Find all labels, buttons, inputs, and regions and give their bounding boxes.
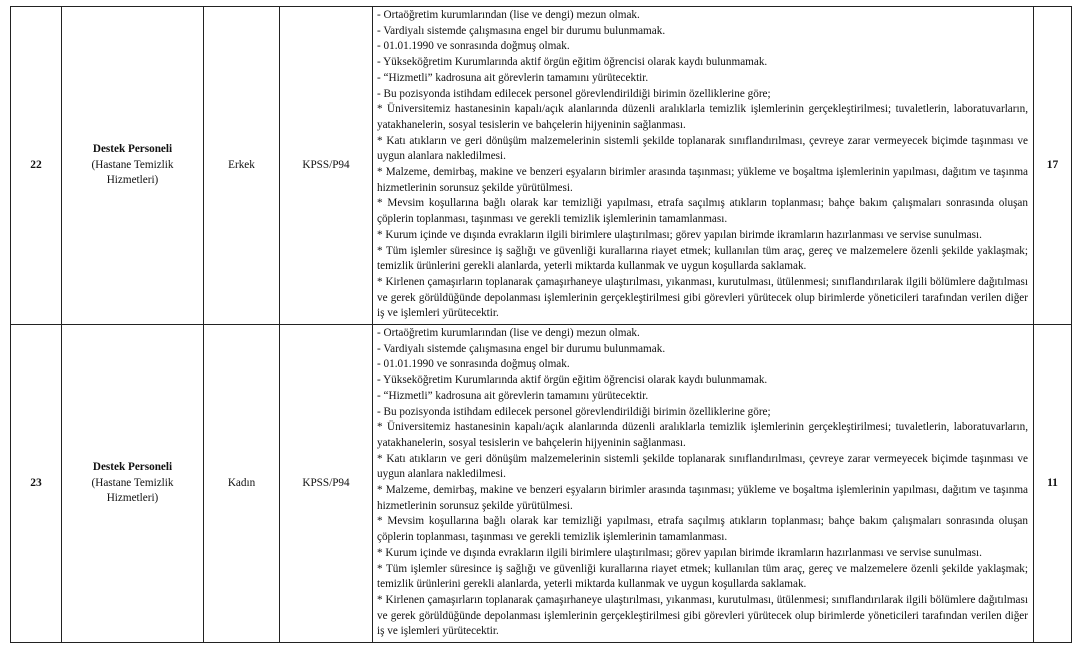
requirement-line: * Kurum içinde ve dışında evrakların ilgili birimlere ulaştırılması; görev yapılan birimde ikramların hazırlanması ve servise sunulması. — [377, 228, 982, 241]
requirement-line: * Üniversitemiz hastanesinin kapalı/açık alanlarında düzenli aralıklarla temizlik işlemlerinin gerçekleştirilmesi; tuvaletlerin, laboratuvarların, yatakhanelerin, sosyal tesislerin ve bahçelerin hijyeninin sağlanması. — [377, 421, 1028, 449]
positions-table-body — [11, 7, 1072, 643]
gender-cell: Kadın — [204, 325, 280, 643]
requirements-cell — [373, 7, 1034, 325]
positions-table — [10, 6, 1072, 643]
requirement-line: * Malzeme, demirbaş, makine ve benzeri eşyaların birimler arasında taşınması; yükleme ve boşaltma işlemlerinin yapılması, dağıtım ve taşınma hizmetlerinin sorunsuz şekilde yürütülmesi. — [377, 166, 1028, 194]
exam-cell: KPSS/P94 — [280, 325, 373, 643]
exam-cell: KPSS/P94 — [280, 7, 373, 325]
position-title: Destek Personeli — [92, 460, 173, 473]
requirement-line: * Katı atıkların ve geri dönüşüm malzemelerinin sistemli şekilde toplanarak sınıflandırılması, çevreye zarar vermeyecek biçimde taşınması ve uygun alanlara nakledilmesi. — [377, 452, 1028, 481]
requirement-line: * Kirlenen çamaşırların toplanarak çamaşırhaneye ulaştırılması, yıkanması, kurutulması, ütülenmesi; sınıflandırılarak ilgili bölümlere dağıtılması ve gerek görüldüğünde depolanması işlemlerinin gerçekleştirilmesi gibi görevleri yürütecek olup birimlerde yöneticileri tarafından verilen diğer iş ve işlemleri yürütecektir. — [377, 593, 1028, 638]
requirement-line: - “Hizmetli” kadrosuna ait görevlerin tamamını yürütecektir. — [377, 71, 649, 84]
requirement-line: * Kirlenen çamaşırların toplanarak çamaşırhaneye ulaştırılması, yıkanması, kurutulması, ütülenmesi; sınıflandırılarak ilgili bölümlere dağıtılması ve gerek görüldüğünde depolanması işlemlerinin gerçekleştirilmesi gibi görevleri yürütecek olup birimlerde yöneticileri tarafından verilen diğer iş ve işlemleri yürütecektir. — [377, 275, 1028, 320]
requirements-cell — [373, 325, 1034, 643]
row-number: 23 — [11, 325, 62, 643]
requirement-line: * Malzeme, demirbaş, makine ve benzeri eşyaların birimler arasında taşınması; yükleme ve boşaltma işlemlerinin yapılması, dağıtım ve taşınma hizmetlerinin sorunsuz şekilde yürütülmesi. — [377, 484, 1028, 512]
count-cell: 11 — [1034, 325, 1072, 643]
requirement-line: * Tüm işlemler süresince iş sağlığı ve güvenliği kurallarına riayet etmek; kullanılan tüm araç, gereç ve malzemelere özenli şekilde yaklaşmak; temizlik ürünlerini gerekli alanlarda, yeterli miktarda kullanmak ve uygun koşullarda saklamak. — [377, 562, 1028, 591]
requirement-line: - Yükseköğretim Kurumlarında aktif örgün eğitim öğrencisi olarak kaydı bulunmamak. — [377, 374, 768, 387]
requirement-line: - 01.01.1990 ve sonrasında doğmuş olmak. — [377, 40, 570, 53]
row-number: 22 — [11, 7, 62, 325]
table-row — [11, 7, 1072, 325]
requirement-line: - Yükseköğretim Kurumlarında aktif örgün eğitim öğrencisi olarak kaydı bulunmamak. — [377, 56, 768, 69]
requirement-line: * Mevsim koşullarına bağlı olarak kar temizliği yapılması, etrafa saçılmış atıkların toplanması; bahçe bakım çalışmaları sonrasında oluşan çöplerin toplanması, taşınması ve gerekli temizlik işlemlerinin tamamlanması. — [377, 197, 1028, 226]
position-title: Destek Personeli — [92, 142, 173, 155]
table-row — [11, 325, 1072, 643]
requirement-line: - Vardiyalı sistemde çalışmasına engel bir durumu bulunmamak. — [377, 24, 666, 37]
requirement-line: - Ortaöğretim kurumlarından (lise ve dengi) mezun olmak. — [377, 9, 640, 21]
requirement-line: * Kurum içinde ve dışında evrakların ilgili birimlere ulaştırılması; görev yapılan birimde ikramların hazırlanması ve servise sunulması. — [377, 546, 982, 559]
requirement-line: * Üniversitemiz hastanesinin kapalı/açık alanlarında düzenli aralıklarla temizlik işlemlerinin gerçekleştirilmesi; tuvaletlerin, laboratuvarların, yatakhanelerin, sosyal tesislerin ve bahçelerin hijyeninin sağlanması. — [377, 103, 1028, 131]
requirement-line: - Bu pozisyonda istihdam edilecek personel görevlendirildiği birimin özelliklerine göre; — [377, 405, 771, 418]
requirement-line: - 01.01.1990 ve sonrasında doğmuş olmak. — [377, 358, 570, 371]
position-subtitle: (Hastane Temizlik Hizmetleri) — [91, 158, 174, 187]
requirement-line: * Mevsim koşullarına bağlı olarak kar temizliği yapılması, etrafa saçılmış atıkların toplanması; bahçe bakım çalışmaları sonrasında oluşan çöplerin toplanması, taşınması ve gerekli temizlik işlemlerinin tamamlanması. — [377, 515, 1028, 544]
count-cell: 17 — [1034, 7, 1072, 325]
requirement-line: * Katı atıkların ve geri dönüşüm malzemelerinin sistemli şekilde toplanarak sınıflandırılması, çevreye zarar vermeyecek biçimde taşınması ve uygun alanlara nakledilmesi. — [377, 134, 1028, 163]
gender-cell: Erkek — [204, 7, 280, 325]
position-cell — [62, 7, 204, 325]
requirement-line: - Bu pozisyonda istihdam edilecek personel görevlendirildiği birimin özelliklerine göre; — [377, 87, 771, 100]
requirement-line: - Ortaöğretim kurumlarından (lise ve dengi) mezun olmak. — [377, 327, 640, 339]
position-cell — [62, 325, 204, 643]
position-subtitle: (Hastane Temizlik Hizmetleri) — [91, 476, 174, 505]
requirement-line: - Vardiyalı sistemde çalışmasına engel bir durumu bulunmamak. — [377, 342, 666, 355]
requirement-line: - “Hizmetli” kadrosuna ait görevlerin tamamını yürütecektir. — [377, 389, 649, 402]
requirement-line: * Tüm işlemler süresince iş sağlığı ve güvenliği kurallarına riayet etmek; kullanılan tüm araç, gereç ve malzemelere özenli şekilde yaklaşmak; temizlik ürünlerini gerekli alanlarda, yeterli miktarda kullanmak ve uygun koşullarda saklamak. — [377, 244, 1028, 273]
